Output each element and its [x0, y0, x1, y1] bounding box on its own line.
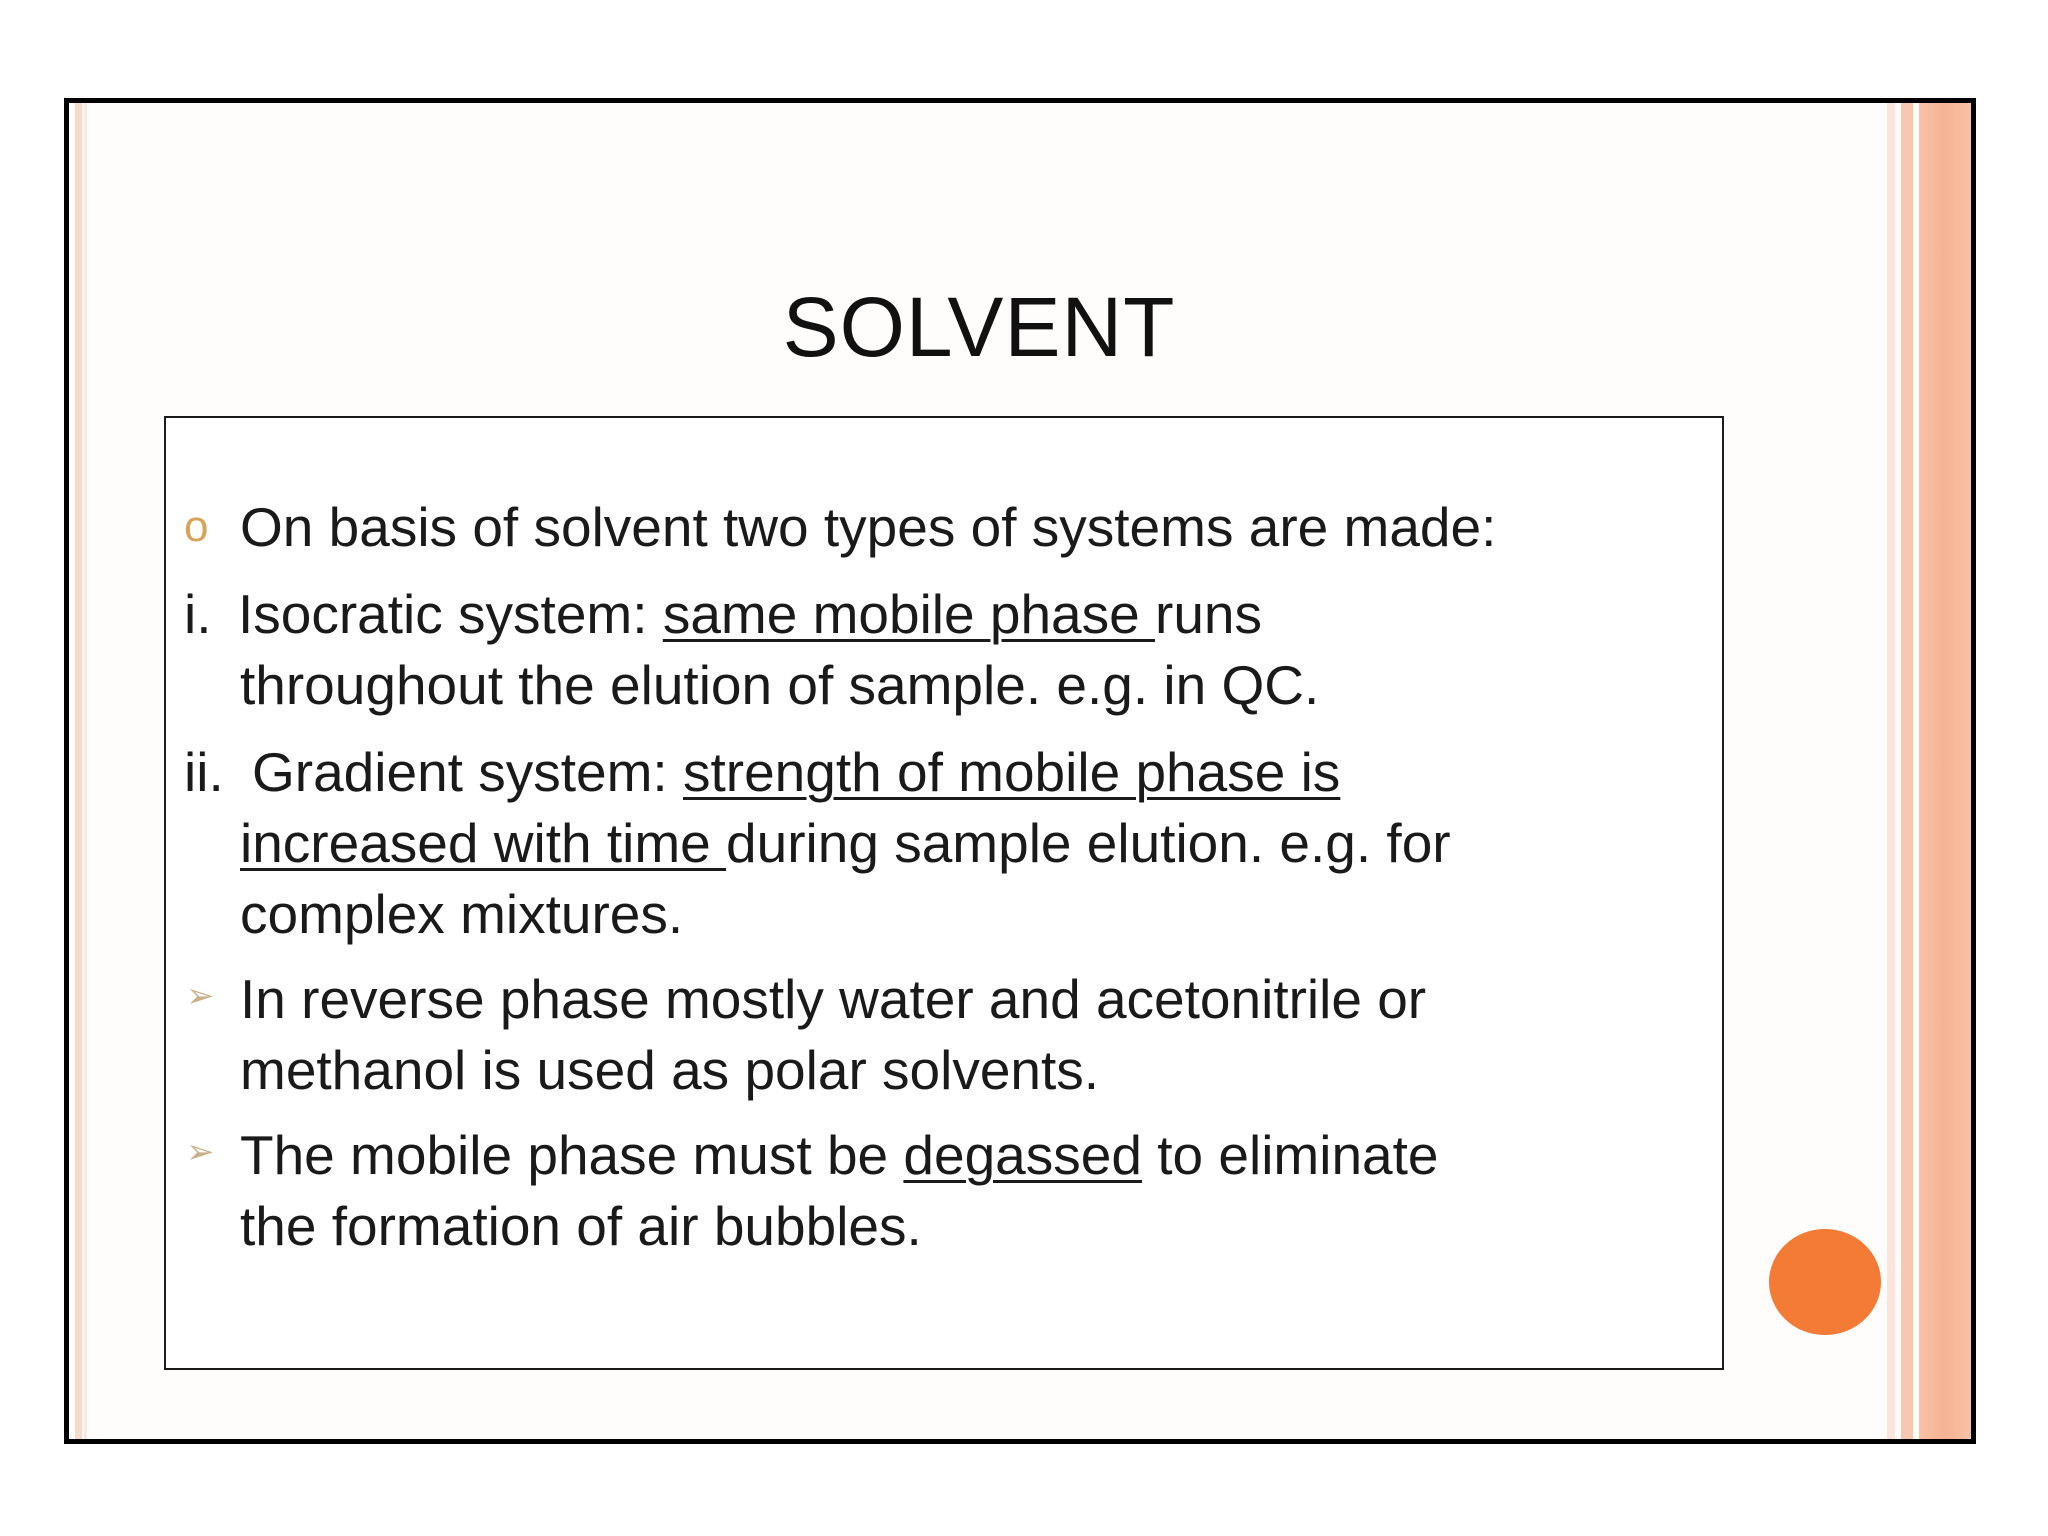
- item-ii-line2: [240, 810, 1451, 876]
- item-ii-underlined1: strength of mobile phase is: [682, 741, 1341, 803]
- bullet2-underlined: degassed: [903, 1124, 1142, 1186]
- bullet2-prefix: The mobile phase must be: [240, 1124, 904, 1186]
- item-ii-line3: complex mixtures.: [240, 883, 684, 945]
- slide: [64, 98, 1976, 1444]
- bullet2-line1: [240, 1122, 1439, 1188]
- item-ii-line1: [252, 739, 1340, 805]
- item-ii-number: ii.: [184, 741, 224, 803]
- slide-title: SOLVENT: [782, 280, 1176, 374]
- item-i-prefix: Isocratic system:: [238, 583, 663, 645]
- item-ii-suffix: during sample elution. e.g. for: [726, 812, 1451, 874]
- right-decorative-band: [1919, 103, 1971, 1439]
- item-ii-prefix: Gradient system:: [252, 741, 683, 803]
- item-i-underlined: same mobile phase: [662, 583, 1156, 645]
- bullet2-line2: the formation of air bubbles.: [240, 1195, 922, 1257]
- right-decorative-stripe: [1901, 103, 1913, 1439]
- bullet2-suffix: to eliminate: [1141, 1124, 1439, 1186]
- orange-circle-decoration: [1769, 1229, 1881, 1335]
- bullet1-line2: methanol is used as polar solvents.: [240, 1039, 1100, 1101]
- content-box: [164, 416, 1724, 1370]
- arrow-bullet-icon: ➢: [186, 1133, 215, 1171]
- intro-text: On basis of solvent two types of systems are made:: [240, 496, 1497, 558]
- item-i-suffix: runs: [1155, 583, 1263, 645]
- item-i-line2: throughout the elution of sample. e.g. in QC.: [240, 654, 1320, 716]
- item-i-line1: [238, 581, 1262, 647]
- item-ii-underlined2: increased with time: [240, 812, 727, 874]
- circle-bullet-icon: o: [184, 502, 209, 551]
- item-i-number: i.: [184, 583, 212, 645]
- bullet1-line1: In reverse phase mostly water and acetonitrile or: [240, 968, 1427, 1030]
- arrow-bullet-icon: ➢: [186, 977, 215, 1015]
